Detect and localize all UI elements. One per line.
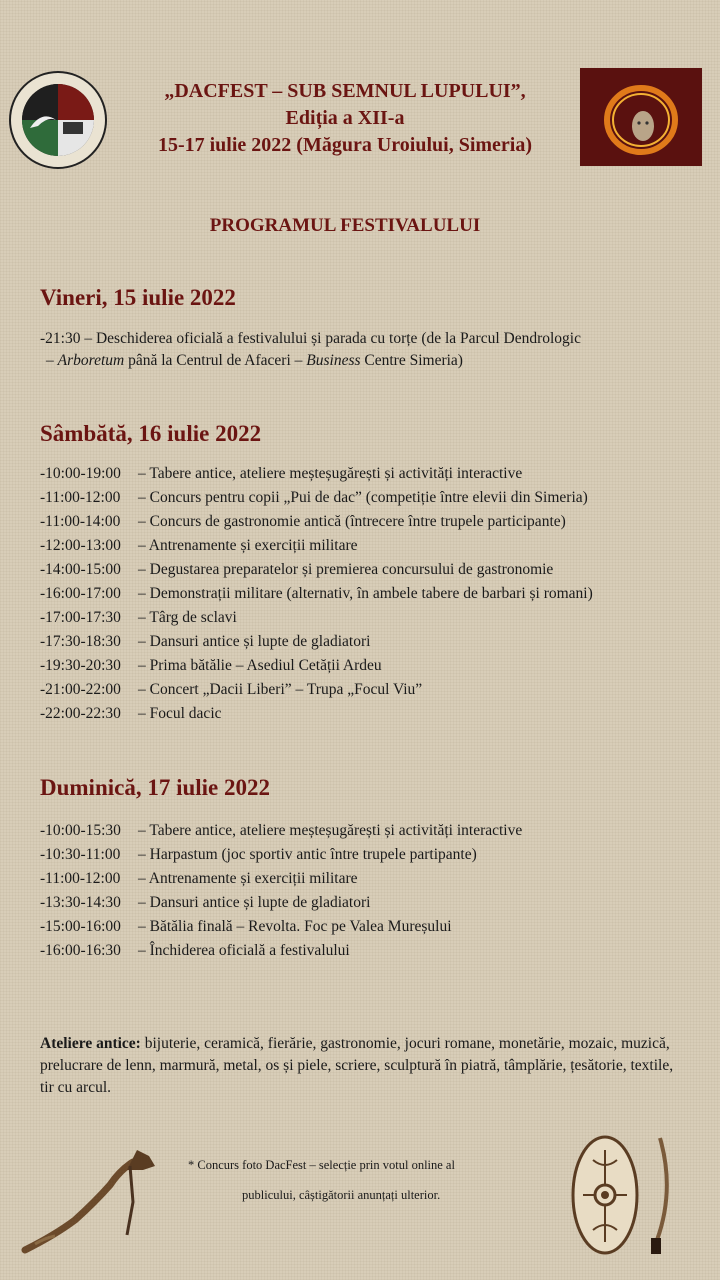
friday-heading: Vineri, 15 iulie 2022 (40, 285, 236, 310)
sunday-schedule (40, 819, 710, 963)
workshops-paragraph (40, 1033, 680, 1099)
schedule-description: – Concert „Dacii Liberi” – Trupa „Focul Viu” (138, 681, 423, 698)
schedule-time: -16:00-17:00 (40, 585, 121, 602)
schedule-time: -14:00-15:00 (40, 561, 121, 578)
schedule-item-continuation: – Arboretum până la Centrul de Afaceri – Business Centre Simeria) (46, 352, 463, 369)
schedule-item: -21:30 – Deschiderea oficială a festivalului și parada cu torțe (de la Parcul Dendrologic (40, 330, 581, 347)
logo-emblem-icon (8, 70, 108, 170)
schedule-time: -17:00-17:30 (40, 609, 121, 626)
schedule-item (40, 510, 710, 534)
schedule-description: – Târg de sclavi (138, 609, 237, 626)
schedule-time: -13:30-14:30 (40, 894, 121, 911)
shield-icon (565, 1130, 685, 1260)
workshops-list: bijuterie, ceramică, fierărie, gastronomie, jocuri romane, monetărie, mozaic, muzică, prelucrare de lenn, marmură, metal, os și piele, scriere, sculptură în piatră, tâmplărie, țesătorie, textile, tir cu arcul. (40, 1035, 674, 1096)
schedule-item (40, 843, 710, 867)
schedule-time: -10:00-19:00 (40, 465, 121, 482)
saturday-schedule (40, 462, 710, 726)
schedule-item (40, 582, 710, 606)
schedule-description: – Demonstrații militare (alternativ, în ambele tabere de barbari și romani) (138, 585, 593, 602)
schedule-time: -16:00-16:30 (40, 942, 121, 959)
schedule-item (40, 702, 710, 726)
schedule-item (40, 678, 710, 702)
schedule-description: – Antrenamente și exerciții militare (138, 537, 358, 554)
photo-contest-note-cont: publicului, câștigătorii anunțați ulterior. (242, 1188, 441, 1202)
schedule-time: -22:00-22:30 (40, 705, 121, 722)
schedule-item (40, 486, 710, 510)
schedule-item (40, 558, 710, 582)
schedule-description: – Dansuri antice și lupte de gladiatori (138, 633, 371, 650)
schedule-description: – Degustarea preparatelor și premierea concursului de gastronomie (138, 561, 554, 578)
schedule-item (40, 891, 710, 915)
schedule-description: – Tabere antice, ateliere meșteșugărești și activități interactive (138, 465, 523, 482)
schedule-time: -11:00-12:00 (40, 489, 121, 506)
schedule-item (40, 939, 710, 963)
schedule-time: -10:00-15:30 (40, 822, 121, 839)
schedule-time: -11:00-12:00 (40, 870, 121, 887)
dacian-draco-image (15, 1140, 165, 1260)
schedule-description: – Închiderea oficială a festivalului (138, 942, 350, 959)
schedule-description: – Bătălia finală – Revolta. Foc pe Valea Mureșului (138, 918, 452, 935)
schedule-item (40, 630, 710, 654)
sunday-heading: Duminică, 17 iulie 2022 (40, 775, 271, 800)
schedule-item (40, 915, 710, 939)
schedule-time: -12:00-13:00 (40, 537, 121, 554)
schedule-time: -10:30-11:00 (40, 846, 121, 863)
schedule-item (40, 867, 710, 891)
schedule-description: – Focul dacic (138, 705, 222, 722)
schedule-description: – Tabere antice, ateliere meșteșugărești și activități interactive (138, 822, 523, 839)
schedule-item (40, 462, 710, 486)
schedule-description: – Concurs de gastronomie antică (întrecere între trupele participante) (138, 513, 566, 530)
schedule-item (40, 606, 710, 630)
friday-schedule (40, 328, 710, 372)
photo-contest-note: * Concurs foto DacFest – selecție prin votul online al (188, 1158, 455, 1172)
schedule-time: -21:00-22:00 (40, 681, 121, 698)
fire-portrait-image (580, 68, 702, 166)
schedule-time: -15:00-16:00 (40, 918, 121, 935)
festival-dates-location: 15-17 iulie 2022 (Măgura Uroiului, Simeria) (157, 134, 533, 156)
festival-edition: Ediția a XII-a (285, 107, 405, 129)
schedule-description: – Harpastum (joc sportiv antic între trupele partipante) (138, 846, 477, 863)
schedule-description: – Concurs pentru copii „Pui de dac” (competiție între elevii din Simeria) (138, 489, 588, 506)
program-title: PROGRAMUL FESTIVALULUI (209, 215, 481, 236)
schedule-description: – Prima bătălie – Asediul Cetății Ardeu (138, 657, 382, 674)
saturday-heading: Sâmbătă, 16 iulie 2022 (40, 421, 262, 446)
schedule-time: -19:30-20:30 (40, 657, 121, 674)
schedule-description: – Dansuri antice și lupte de gladiatori (138, 894, 371, 911)
draco-icon (15, 1140, 165, 1260)
schedule-description: – Antrenamente și exerciții militare (138, 870, 358, 887)
dacian-shield-image (565, 1130, 685, 1260)
schedule-time: -17:30-18:30 (40, 633, 121, 650)
schedule-item (40, 819, 710, 843)
workshops-label: Ateliere antice: (40, 1035, 141, 1052)
fire-ring-icon (580, 68, 702, 166)
schedule-time: -11:00-14:00 (40, 513, 121, 530)
festival-header (110, 78, 580, 159)
festival-name: „DACFEST – SUB SEMNUL LUPULUI”, (164, 80, 526, 102)
terra-dacica-logo (8, 70, 108, 170)
schedule-item (40, 534, 710, 558)
schedule-item (40, 654, 710, 678)
